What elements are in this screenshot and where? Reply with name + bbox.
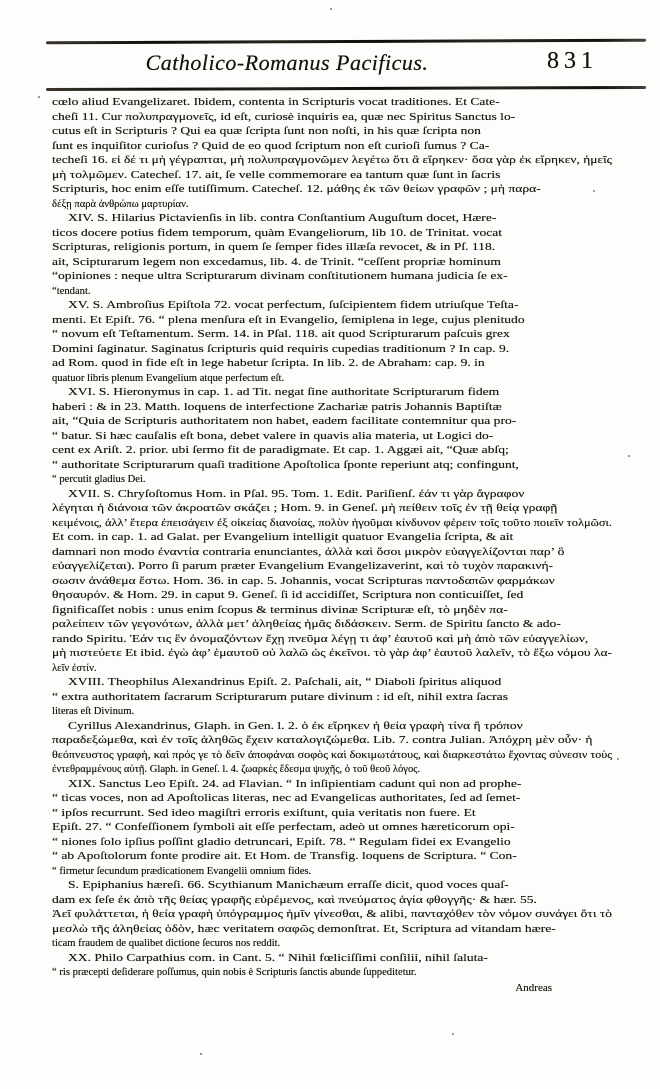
text-line: θεόπνευστος γραφὴ, καὶ πρός γε τὸ δεῖν ἀποφάναι σοφὸς καὶ δοκιμωτάτους, καὶ διαρκεστάτω ἔχοντας σύνεσιν τοὺς [52, 749, 612, 761]
text-line: XVIII. Theophilus Alexandrinus Epiſt. 2. Paſchali, ait, “ Diaboli ſpiritus aliquod [68, 677, 502, 688]
section-xvi-hieronymus [52, 386, 612, 488]
text-line: cutus eſt in Scripturis ? Qui ea quæ ſcripta ſunt non noſti, in his quæ ſcripta non [52, 126, 481, 137]
scan-speckle [38, 96, 40, 98]
text-line: μὴ πιστεύετε Et ibid. ἐγὼ ἀφ’ ἑμαυτοῦ οὐ λαλῶ ὡς ἐκεῖνοι. τὸ γὰρ ἀφ’ ἑαυτοῦ λαλεῖν, τὸ ἔξω νόμου λα- [52, 648, 613, 659]
text-line: quatuor libris plenum Evangelium atque perfectum eſt. [52, 372, 285, 384]
text-line: μεσλὼ τῆς ἀληθείας ὁδὸν, hæc veritatem σαφῶς demonſtrat. Et, Scriptura ad vitandam hære- [52, 923, 556, 935]
text-line: “ ris præcepti deſiderare poſſumus, quin nobis è Scripturis ſanctis abunde ſuppeditetur. [52, 967, 417, 978]
text-line: ait, “Quia de Scripturis authoritatem non habet, eadem facilitate contemnitur qua pro- [52, 416, 517, 427]
text-line: “ ab Apoſtolorum fonte prodire ait. Et Hom. de Transfig. loquens de Scriptura. “ Con- [52, 851, 517, 862]
text-line: menti. Et Epiſt. 76. “ plena menſura eſt in Evangelio, ſemiplena in lege, cujus plenitudo [52, 314, 525, 326]
text-line: haberi : & in 23. Matth. loquens de interfectione Zachariæ patris Johannis Baptiſtæ [52, 401, 502, 413]
text-line: “opiniones : neque ultra Scripturarum divinam conſtitutionem humana judicia ſe ex- [52, 271, 508, 282]
section-xv-ambrosius [52, 299, 612, 386]
text-line: “tendant. [52, 285, 91, 297]
text-line: Epiſt. 27. “ Confeſſionem ſymboli ait eſſe perfectam, adeò ut omnes hæreticorum opi- [52, 822, 515, 833]
text-line: λέγηται ἡ διάνοια τῶν ἀκροατῶν σκάζει ; Hom. 9. in Geneſ. μὴ πείθειν τοῖς ἐν τῇ θείᾳ γραφῇ [52, 503, 558, 514]
text-line: cent ex Ariſt. 2. prior. ubi ſermo fit de paradigmate. Et cap. 1. Aggæi ait, “Quæ abſq; [52, 445, 509, 456]
text-line: rando Spiritu. Ἐάν τις ἓν ὀνομαζόντων ἔχῃ πνεῦμα λέγῃ τι ἀφ’ ἑαυτοῦ καὶ μὴ ἀπὸ τῶν εὐαγγελίων, [52, 633, 589, 645]
text-line: XVI. S. Hieronymus in cap. 1. ad Tit. negat ſine authoritate Scripturarum fidem [68, 387, 500, 398]
text-line: “ novum eſt Teſtamentum. Serm. 14. in Pſal. 118. ait quod Scripturarum paſcuis grex [52, 329, 510, 340]
header-top-rule [46, 39, 646, 45]
text-line: Et com. in cap. 1. ad Galat. per Evangelium intelligit quatuor Evangelia ſcripta, & ait [52, 532, 514, 543]
text-line: ad Rom. quod in fide eſt in lege habetur ſcripta. In lib. 2. de Abraham: cap. 9. in [52, 358, 485, 369]
text-line: σωσιν ἀνάθεμα ἔστω. Hom. 36. in cap. 5. Johannis, vocat Scripturas παντοδαπῶν φαρμάκων [52, 575, 555, 587]
text-line: λεῖν ἐστίν. [52, 662, 97, 674]
scan-speckle [628, 455, 630, 457]
header-bottom-rule [46, 86, 646, 91]
section-xix-leo [52, 778, 612, 880]
text-line: ἐντεθραμμένους αὐτῇ. Glaph. in Geneſ. l. 4. ζωαρκὲς ἔδεσμα ψυχῆς, ὁ τοῦ θεοῦ λόγος. [52, 764, 421, 775]
section-xvii-chrysostomus [52, 488, 612, 677]
text-line: “ niones ſolo ipſius poſſint gladio detruncari, Epiſt. 78. “ Regulam fidei ex Evangelio [52, 836, 511, 848]
page-number: 831 [547, 48, 598, 74]
section-xiv-hilarius [52, 212, 612, 299]
text-line: XIX. Sanctus Leo Epiſt. 24. ad Flavian. “ In inſipientiam cadunt qui non ad prophe- [68, 778, 522, 790]
text-body [52, 96, 612, 981]
text-line: XVII. S. Chryſoſtomus Hom. in Pſal. 95. Tom. 1. Edit. Pariſienſ. ἐάν τι γὰρ ἄγραφον [68, 488, 525, 500]
scan-speckle [200, 1053, 202, 1055]
text-line: “ authoritate Scripturarum quaſi traditione Apoſtolica ſponte reperiunt atq; confingunt, [52, 459, 519, 471]
text-line: Cyrillus Alexandrinus, Glaph. in Gen. l. 2. ὁ ἐκ εἴρηκεν ἡ θεία γραφὴ τίνα ἢ τρόπον [68, 720, 523, 732]
text-line: ραλείπειν τῶν γεγονότων, ἀλλὰ μετ’ ἀληθείας ἡμᾶς διδάσκειν. Serm. de Spiritu ſancto & ado- [52, 619, 561, 630]
text-line: “ ipſos recurrunt. Sed ideo magiſtri erroris exiſtunt, quia veritatis non fuere. Et [52, 807, 476, 819]
text-line: ſignificaſſet nobis : unus enim ſcopus & terminus divinæ Scripturæ eſt, τὸ μηδὲν πα- [52, 604, 508, 616]
catchword: Andreas [515, 982, 552, 994]
text-line: literas eſt Divinum. [52, 706, 135, 717]
text-line: “ extra authoritatem ſacrarum Scripturarum putare divinum : id eſt, nihil extra ſacras [52, 691, 508, 703]
text-line: “ firmetur ſecundum prædicationem Evangelii omnium fides. [52, 865, 312, 877]
text-line: S. Epiphanius hæreſi. 66. Scythianum Manichæum erraſſe dicit, quod voces quaſ- [68, 880, 509, 891]
text-line: κειμένοις, ἀλλ’ ἕτερα ἐπεισάγειν ἐξ οἰκείας διανοίας, πολὺν ἡγοῦμαι κίνδυνον φέρειν τοῖς τοῦτο ποιεῖν τολμῶσι. [52, 517, 613, 529]
text-line: εὐαγγελίζεται). Porro ſi parum præter Evangelium Evangelizaverint, καὶ τὸ τυχὸν παρακινή- [52, 561, 554, 572]
text-line: damnari non modo ἐναντία contraria enunciantes, ἀλλὰ καὶ ὅσοι μικρὸν εὐαγγελίζονται παρ’ ὃ [52, 546, 565, 558]
text-line: “ ticas voces, non ad Apoſtolicas literas, nec ad Evangelicas authoritates, ſed ad ſemet- [52, 793, 521, 804]
text-line: ticam fraudem de qualibet dictione ſecuros nos reddit. [52, 938, 281, 949]
text-line: ait, Scipturarum legem non excedamus, lib. 4. de Trinit. “ceſſent propriæ hominum [52, 256, 501, 268]
text-line: Ἀεῖ φυλάττεται, ἡ θεία γραφὴ ὑπόγραμμος ἡμῖν γίνεσθαι, & alibi, πανταχόθεν τὸν νόμον συνάγει ὅτι τὸ [52, 909, 613, 920]
text-line: XIV. S. Hilarius Pictavienſis in lib. contra Conſtantium Auguſtum docet, Hære- [68, 213, 497, 224]
running-title: Catholico-Romanus Pacificus. [145, 50, 429, 75]
text-line: Domini ſaginatur. Saginatus ſcripturis quid requiris cupedias traditionum ? In cap. 9. [52, 343, 510, 355]
scan-speckle [617, 758, 619, 760]
text-line: δέξῃ παρὰ ἀνθρώπω μαρτυρίαν. [52, 198, 189, 210]
text-line: cœlo aliud Evangelizaret. Ibidem, contenta in Scripturis vocat traditiones. Et Cate- [52, 97, 500, 108]
text-line: XV. S. Ambroſius Epiſtola 72. vocat perfectum, ſuſcipientem fidem utriuſque Teſta- [68, 300, 519, 311]
paragraph-cyrillus [52, 720, 612, 778]
text-line: cheſi 11. Cur πολυπραγμονεῖς, id eſt, curiosè inquiris ea, quæ nec Spiritus Sanctus lo- [52, 111, 516, 123]
text-line: θησαυρόν. & Hom. 29. in caput 9. Geneſ. ſi id accidiſſet, Scriptura non conticuiſſet, ſed [52, 590, 524, 601]
section-xx-philo [52, 952, 612, 981]
text-line: ſunt es inquiſitor curioſus ? Quid de eo quod ſcriptum non eſt curioſi ſumus ? Ca- [52, 140, 490, 152]
text-line: Scripturis, hoc enim eſſe tutiſſimum. Catecheſ. 12. μάθης ἐκ τῶν θείων γραφῶν ; μὴ παρα- [52, 184, 541, 195]
text-line: XX. Philo Carpathius com. in Cant. 5. “ Nihil fœliciſſimi conſilii, nihil ſaluta- [68, 952, 488, 964]
text-line: “ batur. Si hæc cauſalis eſt bona, debet valere in quavis alia materia, ut Logici do- [52, 430, 494, 442]
text-line: ticos docere potius fidem temporum, quàm Evangeliorum, lib 10. de Trinitat. vocat [52, 227, 503, 239]
scan-speckle [452, 1033, 454, 1035]
text-line: techeſi 16. εἰ δέ τι μὴ γέγραπται, μὴ πολυπραγμονῶμεν λεγέτω ὅτι ἃ εἴρηκεν· ὅσα γὰρ ἐκ εἴρηκεν, ἡμεῖς [52, 155, 613, 166]
text-line: παραδεξώμεθα, καὶ ἐν τοῖς ἀληθῶς ἔχειν καταλογιζώμεθα. Lib. 7. contra Julian. Ἀπόχρη μὲν οὖν· ἡ [52, 735, 593, 746]
page-header [52, 46, 612, 86]
text-line: dam ex ſeſe ἐκ ἀπὸ τῆς θείας γραφῆς εὑρέμενος, καὶ πνεύματος ἁγία φθογγῆς· & hær. 55. [52, 894, 537, 906]
text-line: μὴ τολμῶμεν. Catecheſ. 17. ait, ſe velle commemorare ea tantum quæ ſunt in ſacris [52, 169, 501, 181]
paragraph-epiphanius [52, 879, 612, 952]
text-line: Scripturas, religionis portum, in quem ſe ſemper fides illæſa revocet, & in Pſ. 118. [52, 242, 496, 253]
text-line: “ percutit gladius Dei. [52, 474, 146, 485]
paragraph-continuation [52, 96, 612, 212]
section-xviii-theophilus [52, 676, 612, 720]
scan-speckle [330, 8, 332, 10]
